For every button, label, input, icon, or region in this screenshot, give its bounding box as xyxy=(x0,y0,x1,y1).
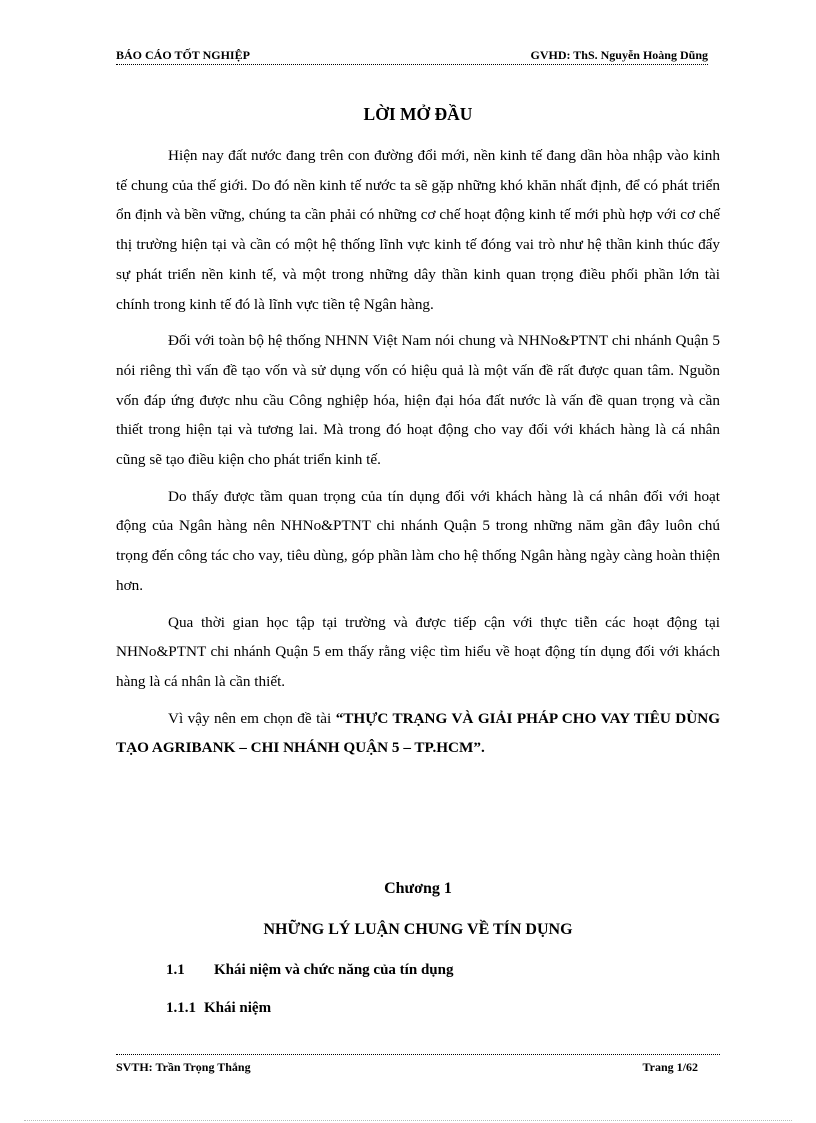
footer-page-number: Trang 1/62 xyxy=(642,1060,698,1074)
page-header xyxy=(116,44,708,66)
paragraph-1: Hiện nay đất nước đang trên con đường đổi mới, nền kinh tế đang dần hòa nhập vào kinh tế chung của thế giới. Do đó nền kinh tế nước ta sẽ gặp những khó khăn nhất định, để có phát triển ổn định và bền vững, chúng ta cần phải có những cơ chế hoạt động kinh tế mới phù hợp với cơ chế thị trường hiện tại và cần có một hệ thống lĩnh vực kinh tế đóng vai trò như hệ thần kinh thúc đẩy sự phát triển nền kinh tế, và một trong những dây thần kinh quan trọng điều phối phần lớn tài chính trong kinh tế đó là lĩnh vực tiền tệ Ngân hàng. xyxy=(116,147,720,313)
introduction-body xyxy=(116,141,720,770)
footer-student: SVTH: Trần Trọng Thắng xyxy=(116,1060,251,1074)
page-title: LỜI MỞ ĐẦU xyxy=(363,104,473,124)
section-text: Khái niệm và chức năng của tín dụng xyxy=(214,962,454,978)
paragraph-3: Do thấy được tầm quan trọng của tín dụng đối với khách hàng là cá nhân đối với hoạt động của Ngân hàng nên NHNo&PTNT chi nhánh Quận 5 trong những năm gần đây luôn chú trọng đến công tác cho vay, tiêu dùng, góp phần làm cho hệ thống Ngân hàng ngày càng hoàn thiện hơn. xyxy=(116,487,720,594)
section-heading-1-1 xyxy=(166,962,453,979)
header-report-title: BÁO CÁO TỐT NGHIỆP xyxy=(116,48,250,62)
thesis-topic: “THỰC TRẠNG VÀ GIẢI PHÁP CHO VAY TIÊU DÙNG TẠO AGRIBANK – CHI NHÁNH QUẬN 5 – TP.HCM”. xyxy=(116,709,721,757)
chapter-number: Chương 1 xyxy=(384,880,452,897)
paragraph-4: Qua thời gian học tập tại trường và được tiếp cận với thực tiễn các hoạt động tại NHNo&PTNT chi nhánh Quận 5 em thấy rằng việc tìm hiểu về hoạt động tín dụng đối với khách hàng là cá nhân là cần thiết. xyxy=(116,613,720,690)
header-divider xyxy=(116,64,708,65)
paragraph-2: Đối với toàn bộ hệ thống NHNN Việt Nam nói chung và NHNo&PTNT chi nhánh Quận 5 nói riêng thì vấn đề tạo vốn và sử dụng vốn có hiệu quả là một vấn đề rất được quan tâm. Nguồn vốn đáp ứng được nhu cầu Công nghiệp hóa, hiện đại hóa đất nước là vấn đề quan trọng và cần thiết trong hiện tại và tương lai. Mà trong đó hoạt động cho vay đối với khách hàng là cá nhân cũng sẽ tạo điều kiện cho phát triển kinh tế. xyxy=(116,332,720,469)
footer-divider xyxy=(116,1054,720,1055)
paragraph-5-lead: Vì vậy nên em chọn đề tài xyxy=(168,709,336,727)
header-advisor: GVHD: ThS. Nguyễn Hoàng Dũng xyxy=(530,48,708,62)
page-bottom-border xyxy=(24,1120,792,1121)
subsection-text: Khái niệm xyxy=(204,1000,272,1016)
paragraph-5 xyxy=(116,704,720,763)
subsection-number: 1.1.1 xyxy=(166,1000,196,1016)
chapter-title: NHỮNG LÝ LUẬN CHUNG VỀ TÍN DỤNG xyxy=(263,921,573,938)
page-footer xyxy=(116,1050,720,1080)
section-number: 1.1 xyxy=(166,962,185,978)
section-heading-1-1-1 xyxy=(166,1000,271,1017)
